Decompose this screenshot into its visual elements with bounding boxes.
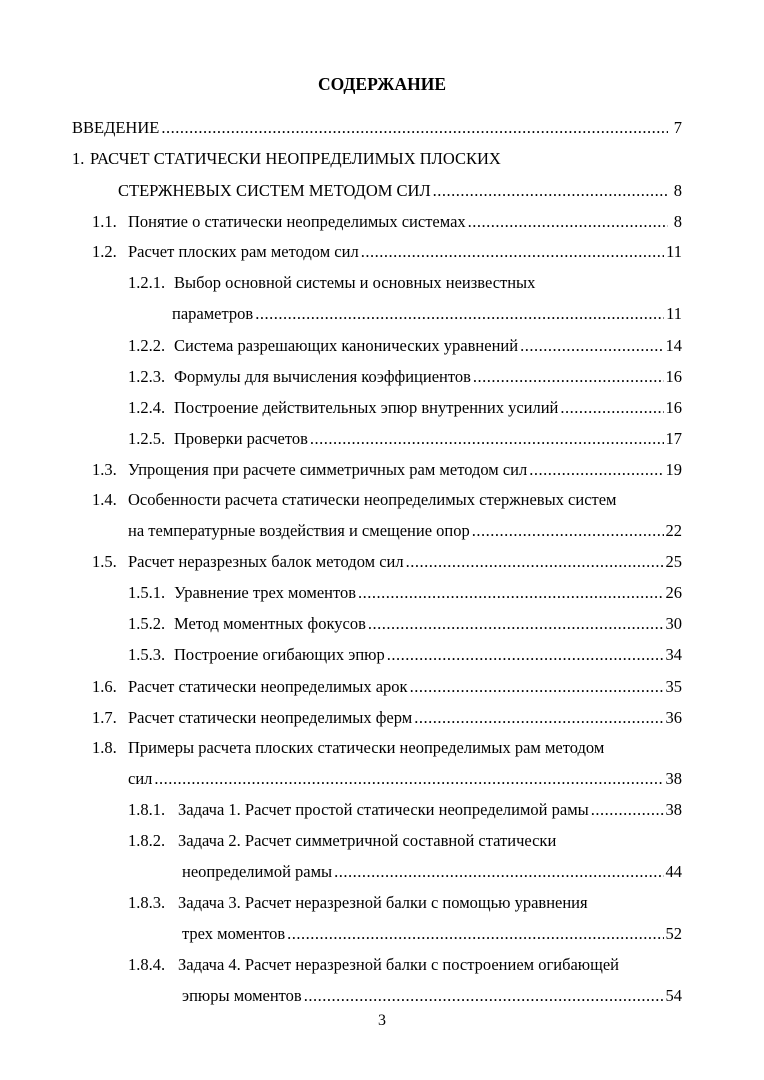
toc-entry-text: Примеры расчета плоских статически неопределимых рам методом [128, 738, 605, 757]
toc-leader [468, 210, 668, 234]
toc-entry-number: 1.8.4. [128, 955, 166, 974]
toc-entry-text: Упрощения при расчете симметричных рам методом сил [128, 460, 528, 479]
toc-leader [591, 798, 664, 822]
toc-leader [473, 365, 664, 389]
toc-entry-text: эпюры моментов [182, 986, 302, 1005]
toc-entry [118, 179, 682, 203]
toc-entry-page: 14 [665, 336, 682, 355]
toc-leader [334, 860, 663, 884]
toc-leader [433, 179, 668, 203]
toc-leader [358, 581, 663, 605]
toc-entry [128, 612, 682, 636]
toc-entry-page: 25 [665, 552, 682, 571]
toc-leader [472, 519, 664, 543]
toc-leader [287, 922, 663, 946]
toc-entry-number: 1.2.4. [128, 398, 166, 417]
toc-entry-number: 1.8.1. [128, 800, 166, 819]
toc-leader [304, 984, 664, 1008]
toc-entry [182, 860, 682, 884]
toc-leader [560, 396, 663, 420]
toc-entry-text: Особенности расчета статически неопределимых стержневых систем [128, 490, 617, 509]
toc-entry [128, 767, 682, 791]
toc-entry-page: 17 [665, 429, 682, 448]
toc-entry-page: 54 [665, 986, 682, 1005]
toc-leader [255, 302, 664, 326]
toc-entry-text: Метод моментных фокусов [174, 614, 366, 633]
toc-entry-number: 1.5.2. [128, 614, 166, 633]
toc-entry-number: 1.2.1. [128, 273, 166, 292]
toc-entry-page: 16 [665, 367, 682, 386]
toc-entry [72, 116, 682, 140]
toc-entry-text: Проверки расчетов [174, 429, 308, 448]
toc-entry-page: 44 [665, 862, 682, 881]
toc-entry-text: Задача 4. Расчет неразрезной балки с построением огибающей [178, 955, 619, 974]
toc-entry [92, 675, 682, 699]
toc-entry-page: 8 [673, 181, 682, 200]
toc-entry [172, 302, 682, 326]
toc-entry-number: 1.2.5. [128, 429, 166, 448]
toc-entry-number: 1.5. [92, 552, 117, 571]
toc-entry-text: параметров [172, 304, 254, 323]
toc-entry-page: 22 [665, 521, 682, 540]
toc-entry-number: 1.8.3. [128, 893, 166, 912]
toc-leader [310, 427, 664, 451]
toc-entry-text: СТЕРЖНЕВЫХ СИСТЕМ МЕТОДОМ СИЛ [118, 181, 431, 200]
toc-entry-text: неопределимой рамы [182, 862, 333, 881]
toc-entry-page: 8 [673, 212, 682, 231]
toc-entry [92, 210, 682, 234]
toc-entry-text: Задача 1. Расчет простой статически неопределимой рамы [178, 800, 589, 819]
toc-leader [387, 643, 664, 667]
toc-entry [182, 984, 682, 1008]
toc-entry-text: на температурные воздействия и смещение опор [128, 521, 470, 540]
toc-entry [92, 488, 682, 512]
toc-entry-number: 1.5.1. [128, 583, 166, 602]
page-number: 3 [378, 1012, 386, 1029]
toc-entry-number: 1.2.3. [128, 367, 166, 386]
toc-entry-text: Построение действительных эпюр внутренних усилий [174, 398, 559, 417]
toc-entry-page: 35 [665, 677, 682, 696]
toc-leader [406, 550, 664, 574]
toc-entry-number: 1.1. [92, 212, 117, 231]
toc-entry [128, 829, 682, 853]
toc-entry-text: Формулы для вычисления коэффициентов [174, 367, 471, 386]
toc-entry-text: Выбор основной системы и основных неизвестных [174, 273, 536, 292]
toc-entry-page: 34 [665, 645, 682, 664]
toc-entry-number: 1.6. [92, 677, 117, 696]
toc-entry-number: 1.3. [92, 460, 117, 479]
toc-leader [520, 334, 663, 358]
toc-entry [128, 953, 682, 977]
toc-entry [128, 891, 682, 915]
toc-entry [92, 550, 682, 574]
page-title: СОДЕРЖАНИЕ [317, 74, 446, 94]
toc-entry [128, 643, 682, 667]
toc-entry [92, 458, 682, 482]
toc-entry [92, 240, 682, 264]
toc-entry-text: РАСЧЕТ СТАТИЧЕСКИ НЕОПРЕДЕЛИМЫХ ПЛОСКИХ [90, 149, 501, 168]
toc-entry-page: 38 [665, 769, 682, 788]
toc-entry-page: 38 [665, 800, 682, 819]
toc-entry [128, 365, 682, 389]
toc-entry [128, 334, 682, 358]
toc-leader [414, 706, 663, 730]
toc-entry-number: 1.2. [92, 242, 117, 261]
toc-entry-number: 1.4. [92, 490, 117, 509]
toc-entry [128, 396, 682, 420]
toc-entry [128, 427, 682, 451]
toc-entry-number: 1.5.3. [128, 645, 166, 664]
toc-entry-page: 11 [666, 304, 682, 323]
toc-entry-number: 1.7. [92, 708, 117, 727]
toc-entry-page: 16 [665, 398, 682, 417]
toc-entry-page: 52 [665, 924, 682, 943]
toc-leader [529, 458, 663, 482]
toc-entry-text: Построение огибающих эпюр [174, 645, 385, 664]
toc-entry [128, 271, 682, 295]
toc-entry-text: Расчет статически неопределимых арок [128, 677, 408, 696]
toc-entry-text: трех моментов [182, 924, 286, 943]
toc-entry [92, 706, 682, 730]
toc-entry-number: 1.2.2. [128, 336, 166, 355]
toc-entry-page: 26 [665, 583, 682, 602]
toc-leader [361, 240, 664, 264]
toc-entry-text: Расчет статически неопределимых ферм [128, 708, 413, 727]
toc-leader [154, 767, 663, 791]
toc-entry [72, 147, 682, 171]
toc-entry-text: ВВЕДЕНИЕ [72, 118, 160, 137]
toc-entry-text: сил [128, 769, 153, 788]
toc-entry-page: 7 [673, 118, 682, 137]
toc-entry-page: 11 [666, 242, 682, 261]
toc-entry-page: 19 [665, 460, 682, 479]
toc-entry-text: Расчет неразрезных балок методом сил [128, 552, 404, 571]
toc-entry [128, 798, 682, 822]
toc-entry-text: Уравнение трех моментов [174, 583, 357, 602]
toc-entry [182, 922, 682, 946]
toc-leader [368, 612, 664, 636]
toc-entry-page: 36 [665, 708, 682, 727]
toc-leader [161, 116, 668, 140]
toc-entry-text: Расчет плоских рам методом сил [128, 242, 359, 261]
toc-entry-number: 1. [72, 149, 85, 168]
toc-entry-text: Задача 2. Расчет симметричной составной статически [178, 831, 557, 850]
toc-entry-text: Система разрешающих канонических уравнений [174, 336, 519, 355]
toc-entry [128, 581, 682, 605]
toc-entry-page: 30 [665, 614, 682, 633]
toc-entry-number: 1.8. [92, 738, 117, 757]
toc-entry-text: Понятие о статически неопределимых системах [128, 212, 466, 231]
toc-entry-number: 1.8.2. [128, 831, 166, 850]
toc-entry [92, 736, 682, 760]
toc-entry-text: Задача 3. Расчет неразрезной балки с помощью уравнения [178, 893, 588, 912]
toc-entry [128, 519, 682, 543]
toc-leader [410, 675, 664, 699]
